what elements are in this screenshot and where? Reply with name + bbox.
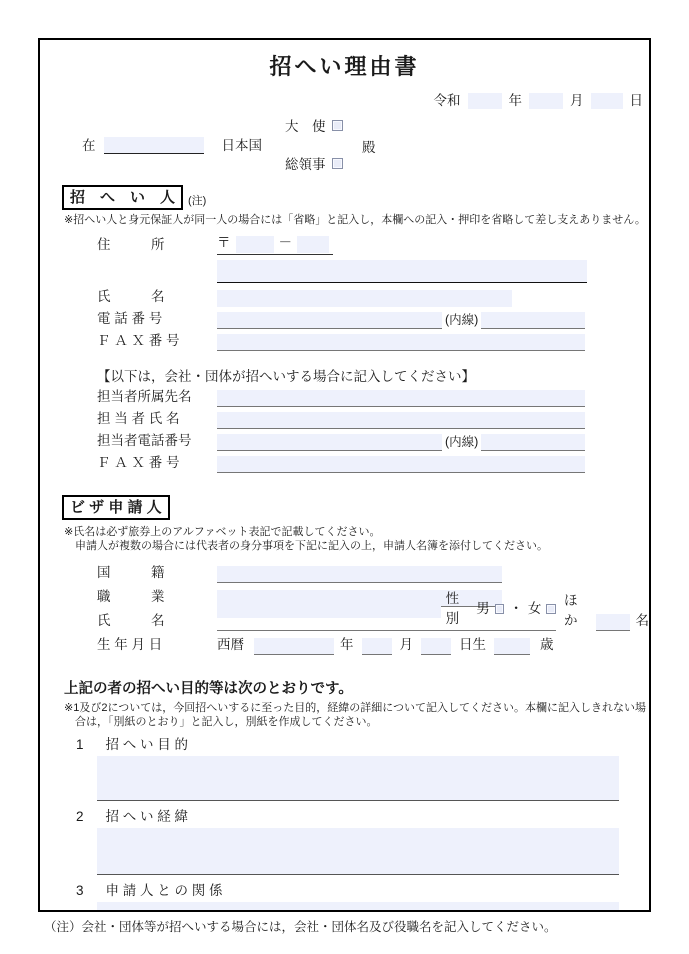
consul-general-checkbox[interactable] xyxy=(332,158,343,169)
day-suffix: 日 xyxy=(629,93,643,108)
birth-year-suffix: 年 xyxy=(340,637,354,652)
staff-phone-field[interactable] xyxy=(217,434,585,451)
postal-code-group xyxy=(217,233,333,255)
sex-separator: ・ xyxy=(509,601,523,616)
birth-year-field[interactable] xyxy=(254,638,334,655)
male-label: 男 xyxy=(476,601,490,616)
invitee-phone-label: 電 話 番 号 xyxy=(97,311,163,326)
era-label: 令和 xyxy=(433,93,461,108)
birthdate-label: 生 年 月 日 xyxy=(97,637,163,652)
ambassador-row xyxy=(285,115,343,135)
invitee-fax-field[interactable] xyxy=(217,334,585,351)
staff-org-field[interactable] xyxy=(217,390,585,407)
in-country-prefix: 在 xyxy=(82,138,96,153)
age-field[interactable] xyxy=(494,638,530,655)
invitee-name-field[interactable] xyxy=(217,290,512,307)
relationship-textarea[interactable] xyxy=(97,902,619,912)
date-year-field[interactable] xyxy=(468,93,502,109)
postal-mark: 〒 xyxy=(217,235,231,250)
staff-name-label: 担 当 者 氏 名 xyxy=(97,411,180,426)
nationality-label: 国 籍 xyxy=(97,565,165,580)
date-day-field[interactable] xyxy=(591,93,623,109)
japan-label: 日本国 xyxy=(221,138,262,153)
invitee-section-header xyxy=(62,185,649,210)
occupation-label: 職 業 xyxy=(97,589,165,604)
consul-general-row xyxy=(285,153,343,173)
applicant-section-title: ビ ザ 申 請 人 xyxy=(62,495,170,520)
invitee-fax-label: Ｆ Ａ Ｘ 番 号 xyxy=(97,333,180,348)
consul-general-label: 総領事 xyxy=(285,157,326,172)
applicant-note-2: 申請人が複数の場合には代表者の身分事項を下記に記入の上，申請人名簿を添付してください。 xyxy=(75,540,548,552)
item-1-label: 招 へ い 目 的 xyxy=(105,737,189,752)
birth-day-field[interactable] xyxy=(421,638,451,655)
addressee-block xyxy=(40,115,649,171)
addressee-mid-row xyxy=(82,134,262,154)
postal-dash: － xyxy=(278,235,292,250)
invitee-note: ※招へい人と身元保証人が同一人の場合には「省略」と記入し，本欄への記入・押印を省略して差し支えありません。 xyxy=(64,214,646,226)
western-calendar-label: 西暦 xyxy=(217,637,244,652)
others-count-field[interactable] xyxy=(596,614,630,631)
staff-fax-label: Ｆ Ａ Ｘ 番 号 xyxy=(97,455,180,470)
invitee-extension-label: (内線) xyxy=(442,312,481,329)
nationality-field[interactable] xyxy=(217,566,502,583)
applicant-name-label: 氏 名 xyxy=(97,613,165,628)
age-suffix: 歳 xyxy=(540,637,554,652)
item-1-number: 1 xyxy=(76,737,84,752)
purpose-heading: 上記の者の招へい目的等は次のとおりです。 xyxy=(64,681,353,697)
item-3-number: 3 xyxy=(76,883,84,898)
postal-code-field-2[interactable] xyxy=(297,236,329,253)
applicant-name-field[interactable] xyxy=(217,601,441,618)
invitation-purpose-textarea[interactable] xyxy=(97,756,619,801)
invitee-section-title: 招 へ い 人 xyxy=(62,185,183,210)
staff-org-label: 担当者所属先名 xyxy=(97,389,192,404)
form-border-frame xyxy=(38,38,651,912)
date-month-field[interactable] xyxy=(529,93,563,109)
item-3-label: 申 請 人 と の 関 係 xyxy=(105,883,223,898)
invitee-address-row xyxy=(217,260,649,283)
page-title: 招へい理由書 xyxy=(269,54,420,79)
count-suffix: 名 xyxy=(635,613,649,628)
staff-extension-label: (内線) xyxy=(442,434,481,451)
item-3-header xyxy=(76,882,649,900)
name-and-sex-group xyxy=(217,589,556,631)
invitation-background-textarea[interactable] xyxy=(97,828,619,875)
invitee-note-ref: (注) xyxy=(188,195,207,207)
others-label: ほか xyxy=(564,593,578,628)
honorific-label: 殿 xyxy=(362,140,376,155)
birth-month-suffix: 月 xyxy=(399,637,413,652)
invitee-phone-field[interactable] xyxy=(217,312,585,329)
female-checkbox[interactable] xyxy=(546,604,556,614)
male-checkbox[interactable] xyxy=(495,604,505,614)
staff-fax-field[interactable] xyxy=(217,456,585,473)
month-suffix: 月 xyxy=(570,93,584,108)
ambassador-checkbox[interactable] xyxy=(332,120,343,131)
postal-code-field-1[interactable] xyxy=(236,236,274,253)
ambassador-label: 大 使 xyxy=(285,119,326,134)
item-1-header xyxy=(76,736,649,754)
applicant-section-header xyxy=(62,495,649,520)
item-2-number: 2 xyxy=(76,809,84,824)
invitee-address-field[interactable] xyxy=(217,260,587,283)
birth-day-suffix: 日生 xyxy=(459,637,486,652)
purpose-note: ※1及び2については，今回招へいするに至った目的，経緯の詳細について記入してください。本欄に記入しきれない場合は，「別紙のとおり」と記入し，別紙を作成してください。 xyxy=(64,702,647,728)
invitee-name-label: 氏 名 xyxy=(97,289,165,304)
company-section-note: 【以下は，会社・団体が招へいする場合に記入してください】 xyxy=(97,369,475,384)
staff-name-field[interactable] xyxy=(217,412,585,429)
applicant-note-1: ※氏名は必ず旅券上のアルファベット表記で記載してください。 xyxy=(64,526,381,538)
invitee-address-label: 住 所 xyxy=(97,237,165,252)
item-2-header xyxy=(76,808,649,826)
item-2-label: 招 へ い 経 緯 xyxy=(105,809,189,824)
female-label: 女 xyxy=(527,601,542,616)
country-field[interactable] xyxy=(104,137,204,154)
birth-month-field[interactable] xyxy=(362,638,392,655)
sex-label: 性別 xyxy=(445,591,460,626)
year-suffix: 年 xyxy=(508,93,522,108)
date-line xyxy=(40,89,649,109)
staff-phone-label: 担当者電話番号 xyxy=(97,433,192,448)
footer-note: （注）会社・団体等が招へいする場合には，会社・団体名及び役職名を記入してください。 xyxy=(44,920,557,934)
